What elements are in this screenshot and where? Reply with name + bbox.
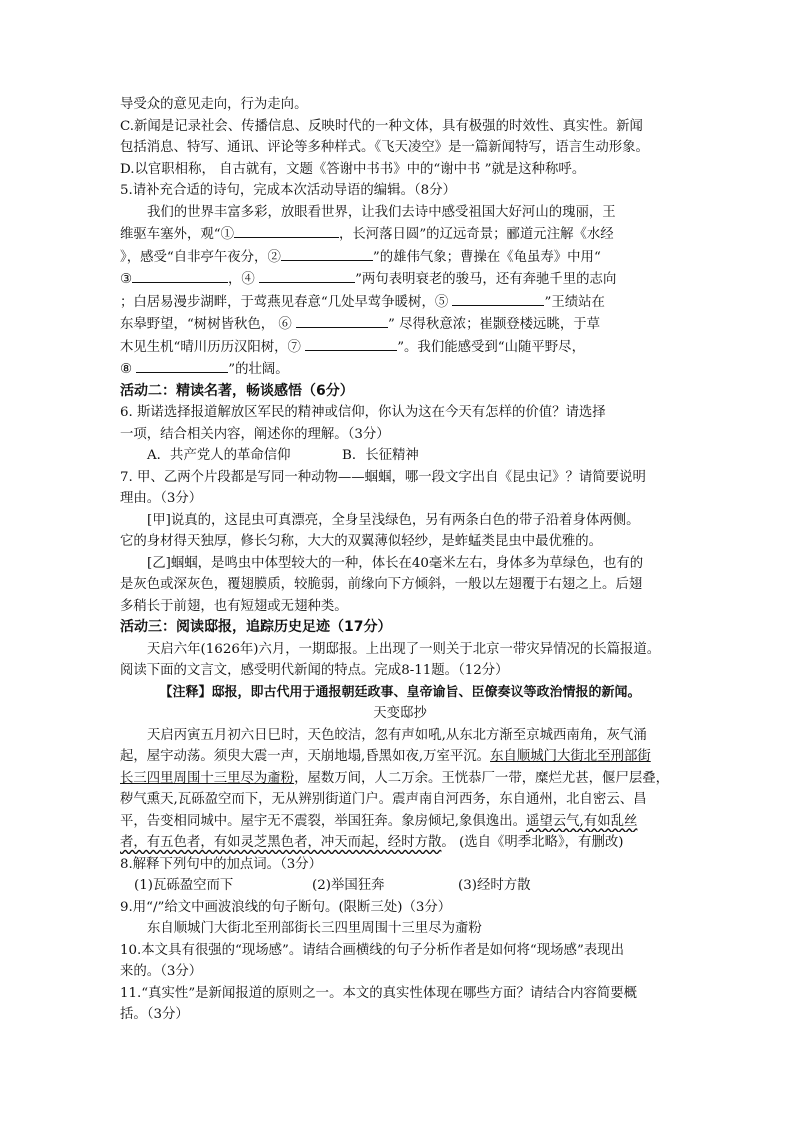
blank-7[interactable]: [305, 336, 397, 351]
passage-title: 天变邸抄: [373, 706, 427, 721]
question-6-cont: 一项，结合相关内容，阐述你的理解。（3分）: [120, 426, 390, 442]
q6-option-b[interactable]: B．长征精神: [342, 448, 419, 463]
option-c: C.新闻是记录社会、传播信息、反映时代的一种文体，具有极强的时效性、真实性。新闻: [120, 118, 643, 134]
passage-jia-cont: 它的身材得天独厚，修长匀称，大大的双翼薄似轻纱，是蚱蜢类昆虫中最优雅的。: [120, 534, 603, 549]
q5-paragraph-line: 我们的世界丰富多彩，放眼看世界，让我们去诗中感受祖国大好河山的瑰丽，王: [147, 204, 616, 220]
passage-line: 者，有五色者，有如灵芝黑色者，冲天而起，经时方散。 (选自《明季北略》，有删改): [120, 835, 624, 850]
q8-item-3: (3)经时方散: [458, 878, 531, 893]
activity-2-heading: 活动二：精读名著，畅谈感悟（6分）: [120, 382, 354, 399]
q8-item-2: (2)举国狂奔: [312, 878, 385, 893]
q5-paragraph-line: ；白居易漫步湖畔，于莺燕见春意“几处早莺争暖树，⑤ ”王绩站在: [120, 291, 680, 314]
question-8: 8.解释下列句中的加点词。（3分）: [120, 856, 323, 872]
q6-options: [120, 445, 680, 467]
activity-3-intro-cont: 阅读下面的文言文，感受明代新闻的特点。完成8-11题。（12分）: [120, 663, 509, 678]
wavy-sentence: 遥望云气,有如乱丝: [525, 813, 638, 829]
blank-1[interactable]: [234, 223, 339, 238]
question-10: 10.本文具有很强的“现场感”。请结合画横线的句子分析作者是如何将“现场感”表现出: [120, 942, 624, 958]
q5-paragraph-line: 木见生机“晴川历历汉阳树，⑦ ”。我们能感受到“山随平野尽，: [120, 336, 680, 359]
passage-line: 天启丙寅五月初六日巳时，天色皎洁，忽有声如吼,从东北方渐至京城西南角，灰气涌: [147, 727, 647, 743]
passage-line: 长三四里周围十三里尽为齑粉，屋数万间，人二万余。王恍恭厂一带，糜烂尤甚，偃尸层叠，: [120, 770, 670, 786]
question-7-cont: 理由。（3分）: [120, 491, 203, 506]
blank-2[interactable]: [281, 246, 373, 261]
question-5-title: 5.请补充合适的诗句，完成本次活动导语的编辑。（8分）: [120, 183, 456, 198]
q8-item-1: (1)瓦砾盈空而下: [134, 878, 234, 893]
q6-option-a[interactable]: A．共产党人的革命信仰: [147, 448, 291, 463]
text-line: 导受众的意见走向，行为走向。: [120, 97, 308, 112]
question-10-cont: 来的。（3分）: [120, 964, 203, 979]
passage-line: 秽气熏天,瓦砾盈空而下，无从辨别街道门户。震声南自河西务，东自通州，北自密云、昌: [120, 792, 647, 807]
q5-paragraph-line: 东皋野望，“树树皆秋色， ⑥ ” 尽得秋意浓；崔颢登楼远眺，于草: [120, 313, 680, 336]
wavy-sentence: 者，有五色者，有如灵芝黑色者，冲天而起，经时方散: [120, 835, 442, 850]
q5-paragraph-line: 》，感受“自非亭午夜分，② ”的雄伟气象；曹操在《龟虽寿》中用“: [120, 246, 680, 269]
q9-sentence: 东自顺城门大街北至刑部街长三四里周围十三里尽为齑粉: [147, 921, 482, 936]
question-11-cont: 括。（3分）: [120, 1007, 189, 1022]
blank-5[interactable]: [452, 291, 544, 306]
activity-3-intro: 天启六年(1626年)六月，一期邸报。上出现了一则关于北京一带灾异情况的长篇报道。: [147, 641, 661, 657]
question-9: 9.用“/”给文中画波浪线的句子断句。(限断三处)（3分）: [120, 899, 452, 915]
blank-4[interactable]: [259, 268, 355, 283]
option-c-cont: 包括消息、特写、通讯、评论等多种样式。《飞天凌空》是一篇新闻特写，语言生动形象。: [120, 140, 649, 155]
passage-yi: [乙]蝈蝈，是鸣虫中体型较大的一种，体长在40毫米左右，身体多为草绿色，也有的: [147, 555, 644, 571]
blank-3[interactable]: [132, 268, 228, 283]
underlined-sentence: 东自顺城门大街北至刑部街: [490, 749, 651, 764]
question-6: 6. 斯诺选择报道解放区军民的精神或信仰，你认为这在今天有怎样的价值？请选择: [120, 405, 606, 420]
q5-paragraph-line: ③ ，④ ”两句表明衰老的骏马，还有奔驰千里的志向: [120, 268, 680, 291]
q8-items: [120, 875, 680, 897]
passage-jia: [甲]说真的，这昆虫可真漂亮，全身呈浅绿色，另有两条白色的带子沿着身体两侧。: [147, 512, 640, 528]
q5-paragraph-line: ⑧ ”的壮阔。: [120, 358, 680, 381]
passage-line: 平，告变相同城中。屋宇无不震裂，举国狂奔。象房倾圮,象俱逸出。遥望云气,有如乱丝: [120, 813, 638, 829]
option-d: D.以官职相称， 自古就有，文题《答谢中书书》中的“谢中书 ”就是这种称呼。: [120, 161, 586, 177]
blank-6[interactable]: [296, 313, 388, 328]
exam-page: [120, 94, 680, 1026]
q5-paragraph-line: 维驱车塞外，观“① ，长河落日圆”的辽远奇景；郦道元注解《水经: [120, 223, 680, 246]
passage-line: 起，屋宇动荡。须臾大震一声，天崩地塌,昏黑如夜,万室平沉。东自顺城门大街北至刑部街: [120, 749, 651, 764]
underlined-sentence: 长三四里周围十三里尽为齑粉: [120, 770, 295, 786]
passage-yi-cont: 多稍长于前翅，也有短翅或无翅种类。: [120, 598, 348, 614]
activity-3-heading: 活动三：阅读邸报，追踪历史足迹（17分）: [120, 619, 392, 635]
passage-yi-cont: 是灰色或深灰色，覆翅膜质，较脆弱，前缘向下方倾斜，一般以左翅覆于右翅之上。后翅: [120, 577, 643, 592]
blank-8[interactable]: [136, 358, 228, 373]
question-7: 7. 甲、乙两个片段都是写同一种动物——蝈蝈，哪一段文字出自《昆虫记》？请简要说明: [120, 469, 646, 485]
question-11: 11.“真实性”是新闻报道的原则之一。本文的真实性体现在哪些方面？请结合内容简要概: [120, 985, 638, 1001]
annotation-note: 【注释】邸报，即古代用于通报朝廷政事、皇帝谕旨、臣僚奏议等政治情报的新闻。: [159, 684, 641, 700]
